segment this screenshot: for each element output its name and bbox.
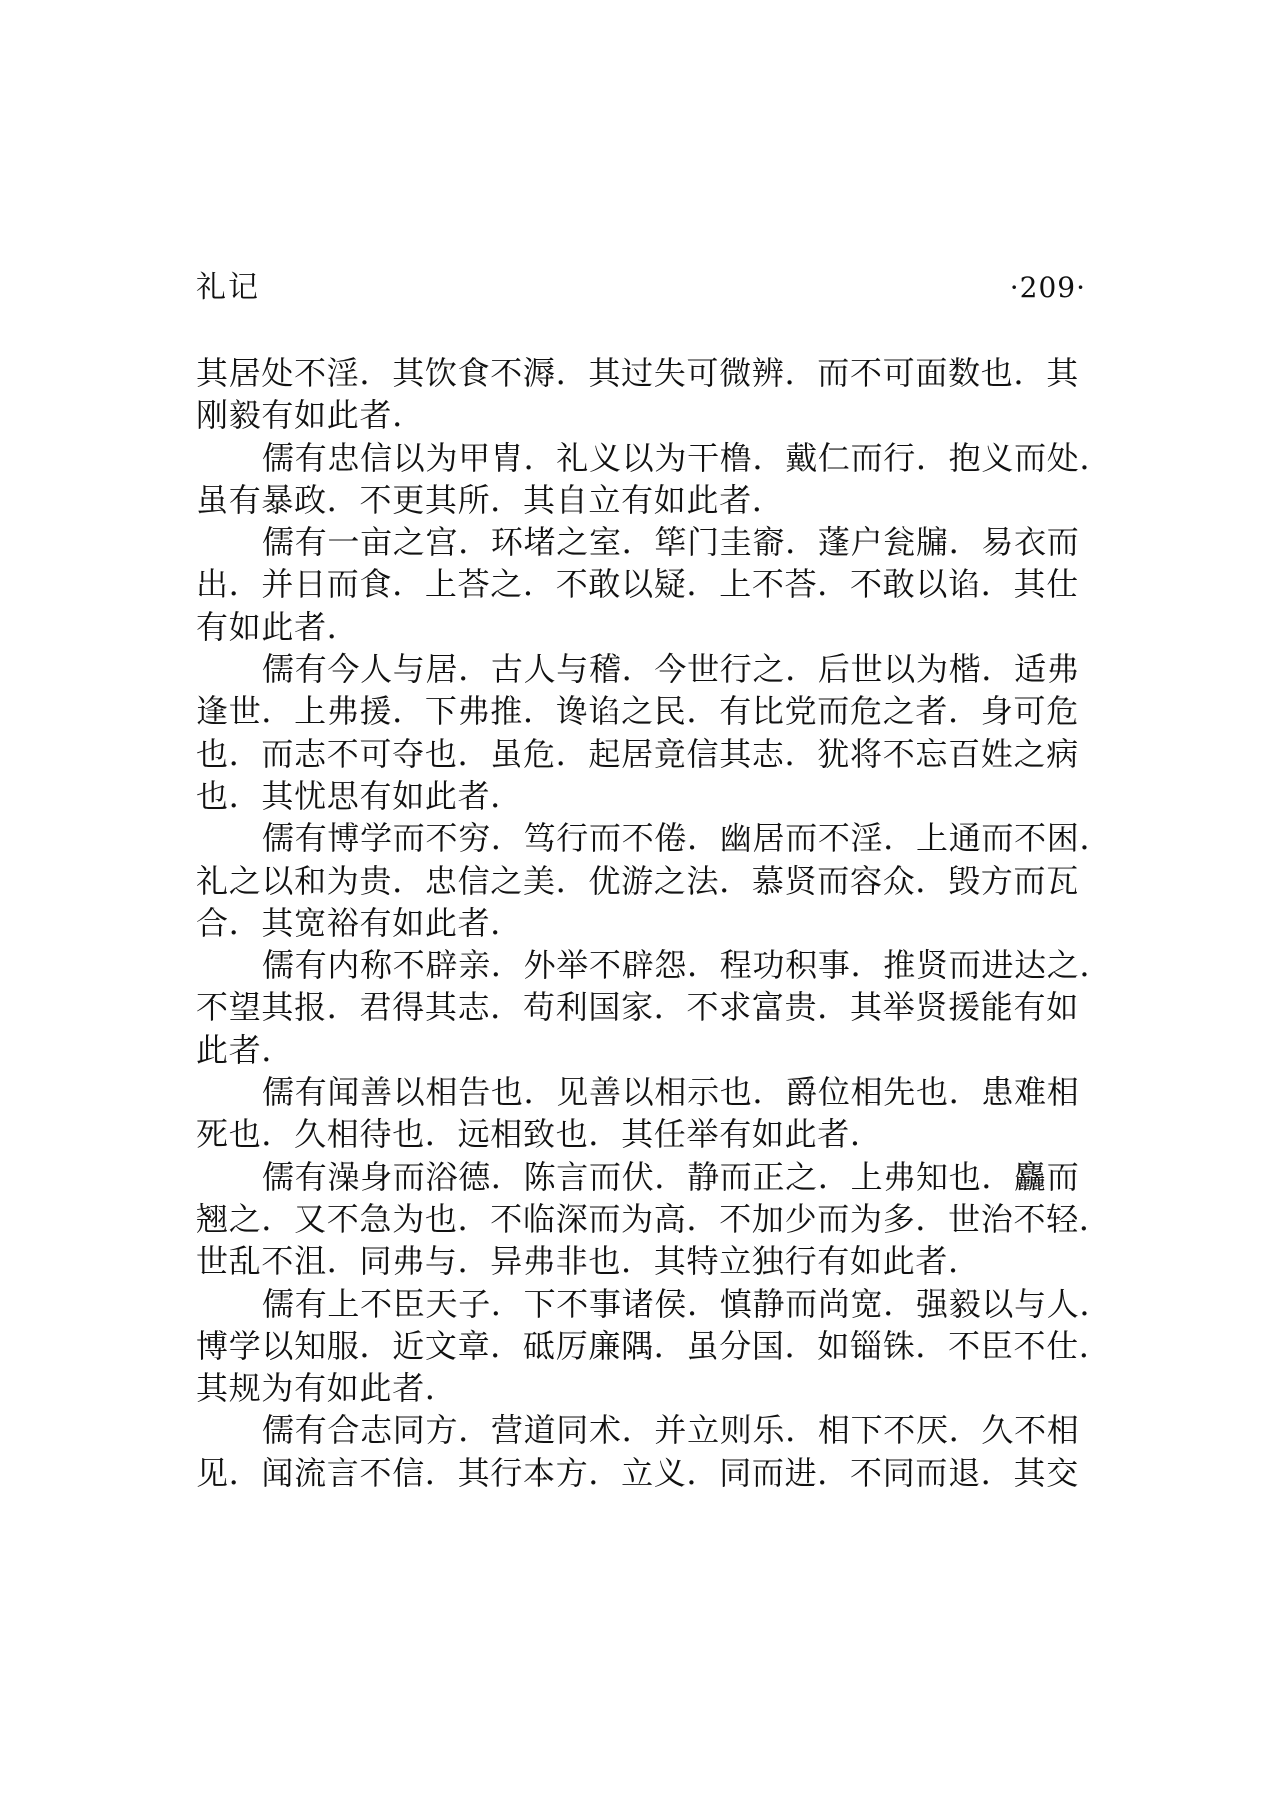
paragraph-first-line: 儒有今人与居．古人与稽．今世行之．后世以为楷．适弗 xyxy=(262,650,1080,689)
body-text xyxy=(196,352,1113,1494)
paragraph-first-line: 儒有澡身而浴德．陈言而伏．静而正之．上弗知也．麤而 xyxy=(262,1157,1080,1196)
text-line: 世乱不沮．同弗与．异弗非也．其特立独行有如此者． xyxy=(196,1242,981,1281)
text-line: 此者． xyxy=(196,1030,295,1069)
text-line: 其规为有如此者． xyxy=(196,1369,458,1408)
text-line: 逢世．上弗援．下弗推．谗谄之民．有比党而危之者．身可危 xyxy=(196,692,1079,731)
text-line: 不望其报．君得其志．苟利国家．不求富贵．其举贤援能有如 xyxy=(196,988,1079,1027)
text-line: 见．闻流言不信．其行本方．立义．同而进．不同而退．其交 xyxy=(196,1453,1079,1492)
paragraph-first-line: 儒有上不臣天子．下不事诸侯．慎静而尚宽．强毅以与人． xyxy=(262,1284,1113,1323)
paragraph-first-line: 儒有一亩之宫．环堵之室．筚门圭窬．蓬户瓮牖．易衣而 xyxy=(262,523,1080,562)
paragraph-first-line: 儒有博学而不穷．笃行而不倦．幽居而不淫．上通而不困． xyxy=(262,819,1113,858)
text-line: 死也．久相待也．远相致也．其任举有如此者． xyxy=(196,1115,883,1154)
text-line: 有如此者． xyxy=(196,607,360,646)
text-line: 刚毅有如此者． xyxy=(196,396,425,435)
text-line: 也．而志不可夺也．虽危．起居竟信其志．犹将不忘百姓之病 xyxy=(196,734,1079,773)
paragraph-first-line: 儒有合志同方．营道同术．并立则乐．相下不厌．久不相 xyxy=(262,1411,1080,1450)
text-line: 虽有暴政．不更其所．其自立有如此者． xyxy=(196,480,785,519)
text-line: 礼之以和为贵．忠信之美．优游之法．慕贤而容众．毁方而瓦 xyxy=(196,861,1079,900)
text-line: 出．并日而食．上荅之．不敢以疑．上不荅．不敢以谄．其仕 xyxy=(196,565,1079,604)
page-number: ·209· xyxy=(1009,271,1086,304)
text-line: 也．其忧思有如此者． xyxy=(196,776,524,815)
text-line: 其居处不淫．其饮食不溽．其过失可微辨．而不可面数也．其 xyxy=(196,354,1079,392)
paragraph-first-line: 儒有忠信以为甲胄．礼义以为干橹．戴仁而行．抱义而处． xyxy=(262,438,1113,477)
paragraph-first-line: 儒有闻善以相告也．见善以相示也．爵位相先也．患难相 xyxy=(262,1073,1080,1112)
text-line: 博学以知服．近文章．砥厉廉隅．虽分国．如锱铢．不臣不仕． xyxy=(196,1326,1112,1365)
text-line: 合．其宽裕有如此者． xyxy=(196,903,524,942)
paragraph-first-line: 儒有内称不辟亲．外举不辟怨．程功积事．推贤而进达之． xyxy=(262,946,1113,985)
page-header xyxy=(196,268,1086,308)
text-line: 翘之．又不急为也．不临深而为高．不加少而为多．世治不轻． xyxy=(196,1199,1112,1238)
running-title: 礼记 xyxy=(196,270,260,305)
